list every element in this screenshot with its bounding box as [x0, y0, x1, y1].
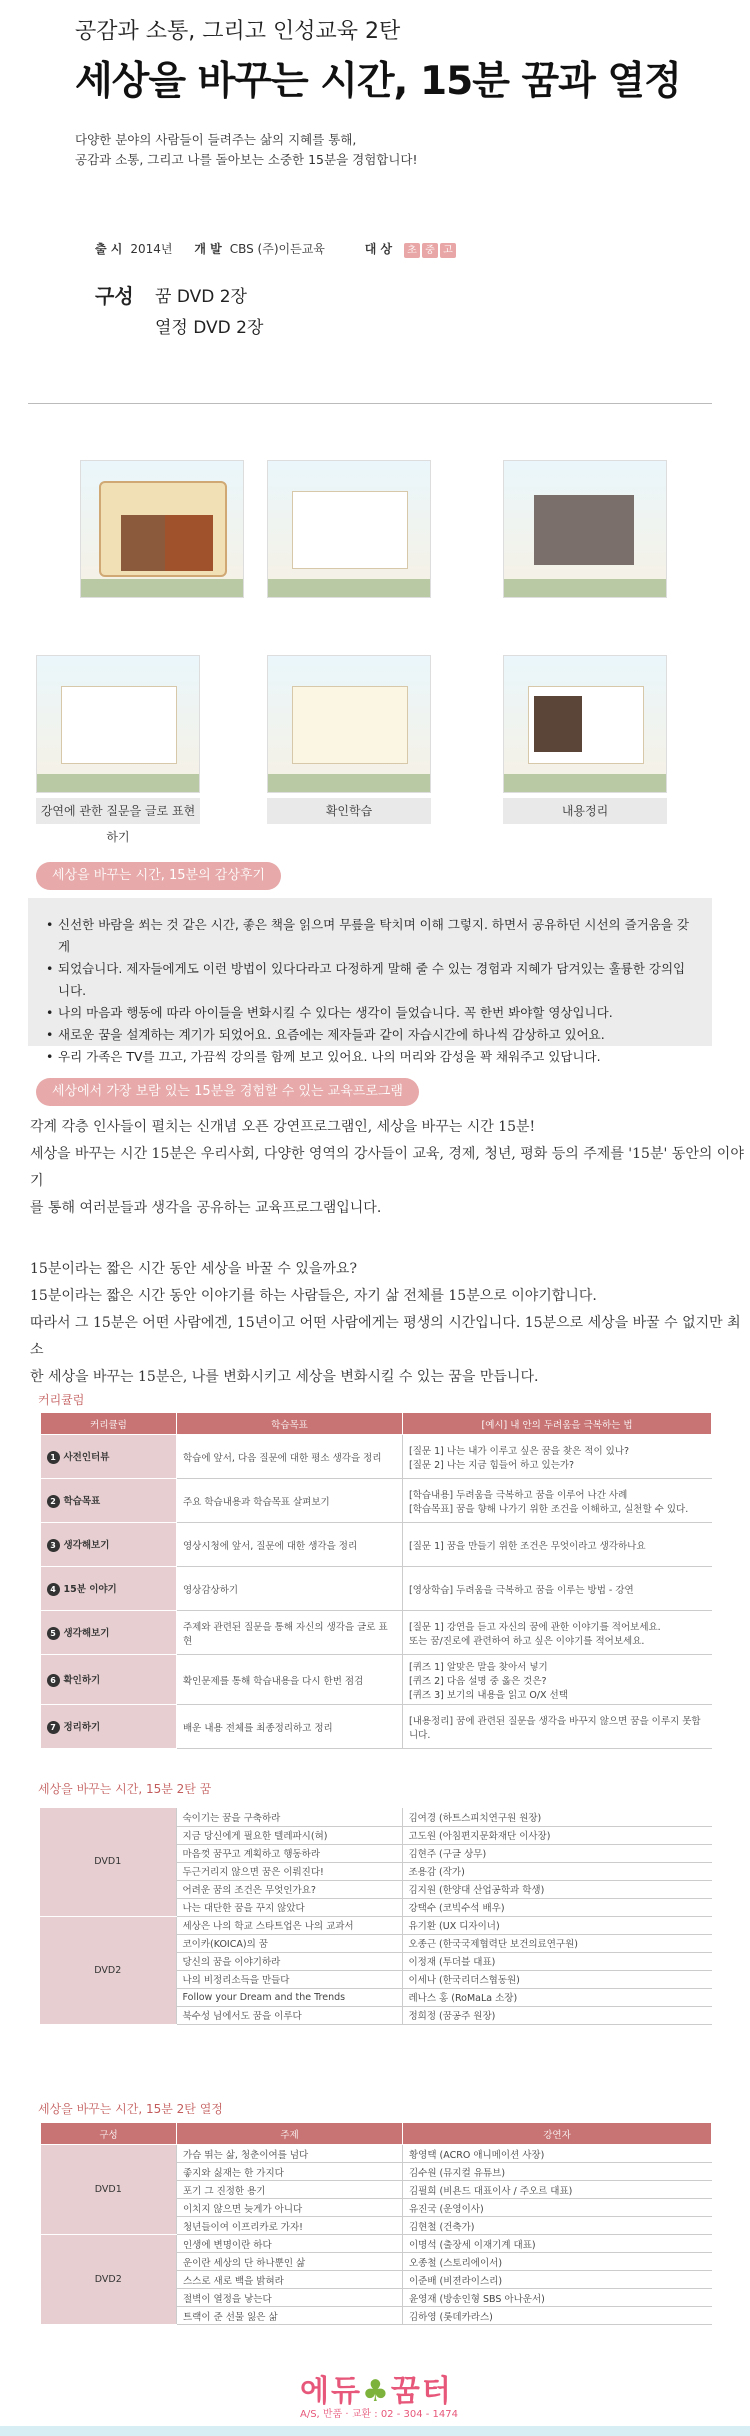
- speaker-cell: 고도원 (아침편지문화재단 이사장): [402, 1826, 712, 1844]
- speaker-cell: 이준배 (비젼라이스리): [403, 2271, 712, 2289]
- curriculum-label: 커리큘럼: [38, 1393, 85, 1407]
- learning-goal: 주제와 관련된 질문을 통해 자신의 생각을 글로 표현: [177, 1611, 403, 1655]
- example-cell: [403, 1567, 712, 1611]
- topic-cell: 나는 대단한 꿈을 꾸지 않았다: [176, 1898, 402, 1916]
- group-cell: DVD1: [41, 2145, 177, 2235]
- screenshot-caption: 확인학습: [267, 798, 431, 824]
- learning-goal: 주요 학습내용과 학습목표 살펴보기: [177, 1479, 403, 1523]
- intro-line: 다양한 분야의 사람들이 들려주는 삶의 지혜를 통해,: [75, 132, 357, 147]
- topic-cell: 인생에 변명이란 하다: [177, 2235, 403, 2253]
- screenshot-thumbnail: [36, 655, 200, 793]
- speaker-cell: 레나스 홍 (RoMaLa 소장): [402, 1988, 712, 2006]
- program-paragraph: [30, 1114, 750, 1222]
- topic-cell: 어려운 꿈의 조건은 무엇인가요?: [176, 1880, 402, 1898]
- table-row: [41, 2235, 712, 2253]
- example-line: [질문 1] 강연을 듣고 자신의 꿈에 관한 이야기를 적어보세요.: [409, 1621, 661, 1633]
- step-name: 생각해보기: [63, 1628, 110, 1639]
- table-header-row: [41, 1413, 712, 1435]
- step-name: 생각해보기: [63, 1540, 110, 1551]
- logo-text: 에듀: [300, 2374, 362, 2409]
- topic-cell: 트랙이 준 선물 잃은 삶: [177, 2307, 403, 2325]
- target-badge: 중: [422, 243, 438, 258]
- developer-label: 개 발: [194, 242, 222, 256]
- speaker-cell: 김필희 (비욘드 대표이사 / 주오르 대표): [403, 2181, 712, 2199]
- release-label: 출 시: [95, 242, 123, 256]
- column-header: 강연자: [403, 2123, 712, 2145]
- example-line: [퀴즈 3] 보기의 내용을 읽고 O/X 선택: [409, 1689, 568, 1701]
- learning-goal: 확인문제를 통해 학습내용을 다시 한번 점검: [177, 1655, 403, 1705]
- divider: [28, 403, 712, 404]
- topic-cell: 코이카(KOICA)의 꿈: [176, 1934, 402, 1952]
- speaker-cell: 이정재 (투더블 대표): [402, 1952, 712, 1970]
- screenshot-caption: 내용정리: [503, 798, 667, 824]
- paragraph-line: 15분이라는 짧은 시간 동안 세상을 바꿀 수 있을까요?: [30, 1261, 357, 1277]
- topic-cell: 스스로 새로 백을 밝혀라: [177, 2271, 403, 2289]
- composition-label: 구성: [95, 284, 134, 308]
- group-cell: DVD2: [40, 1916, 176, 2024]
- intro-line: 공감과 소통, 그리고 나를 돌아보는 소중한 15분을 경험합니다!: [75, 152, 418, 167]
- topic-cell: 나의 비정리소득을 만들다: [176, 1970, 402, 1988]
- table-row: [41, 1705, 712, 1749]
- speaker-cell: 유진국 (운영이사): [403, 2199, 712, 2217]
- paragraph-line: 15분이라는 짧은 시간 동안 이야기를 하는 사람들은, 자기 삶 전체를 15분으로 이야기합니다.: [30, 1288, 597, 1304]
- table-row: [41, 1567, 712, 1611]
- example-line: [영상학습] 두려움을 극복하고 꿈을 이루는 방법 - 강연: [409, 1584, 634, 1596]
- target-badge: 고: [440, 243, 456, 258]
- table-row: [40, 1916, 712, 1934]
- review-item: • 새로운 꿈을 설계하는 계기가 되었어요. 요즘에는 제자들과 같이 자습시간에 하나씩 감상하고 있어요.: [46, 1024, 692, 1046]
- screenshot-thumbnail: [80, 460, 244, 598]
- composition-item: 꿈 DVD 2장: [155, 287, 247, 307]
- clover-icon: ♣: [361, 2374, 391, 2409]
- speaker-cell: 정희정 (꿈공주 원장): [402, 2006, 712, 2024]
- example-line: [질문 2] 나는 지금 힘들어 하고 있는가?: [409, 1459, 575, 1471]
- screenshot-thumbnail: [267, 655, 431, 793]
- speaker-cell: 오종근 (한국국제협력단 보건의료연구원): [402, 1934, 712, 1952]
- bottom-band: [0, 2426, 750, 2436]
- topic-cell: 포기 그 진정한 용기: [177, 2181, 403, 2199]
- table-row: [41, 1655, 712, 1705]
- product-meta: [95, 240, 458, 258]
- step-number: 4: [47, 1583, 60, 1596]
- example-cell: [403, 1705, 712, 1749]
- step-number: 3: [47, 1539, 60, 1552]
- program-paragraph: [30, 1256, 750, 1391]
- topic-cell: 운이란 세상의 단 하나뿐인 삶: [177, 2253, 403, 2271]
- review-item: • 되었습니다. 제자들에게도 이런 방법이 있다다라고 다정하게 말해 줄 수 있는 경험과 지혜가 담겨있는 훌륭한 강의입니다.: [46, 958, 692, 1002]
- review-item: • 신선한 바람을 쐬는 것 같은 시간, 좋은 책을 읽으며 무릎을 탁치며 이해 그렇지. 하면서 공유하던 시선의 즐거움을 갖게: [46, 914, 692, 958]
- topic-cell: Follow your Dream and the Trends: [176, 1988, 402, 2006]
- developer-value: CBS (주)이든교육: [229, 242, 325, 256]
- example-line: [질문 1] 꿈을 만들기 위한 조건은 무엇이라고 생각하나요: [409, 1540, 646, 1552]
- curriculum-step: [41, 1523, 177, 1567]
- column-header: [예시] 내 안의 두려움을 극복하는 법: [403, 1413, 712, 1435]
- learning-goal: 배운 내용 전체를 최종정리하고 정리: [177, 1705, 403, 1749]
- group-cell: DVD2: [41, 2235, 177, 2325]
- speaker-cell: 강택수 (코빅수석 배우): [402, 1898, 712, 1916]
- contact-info: A/S, 반품 · 교환 : 02 - 304 - 1474: [300, 2409, 459, 2420]
- example-cell: [403, 1435, 712, 1479]
- topic-cell: 가슴 뛰는 삶, 청춘이여를 넘다: [177, 2145, 403, 2163]
- table-row: [41, 1523, 712, 1567]
- step-number: 2: [47, 1495, 60, 1508]
- example-line: [퀴즈 2] 다음 설명 중 옳은 것은?: [409, 1675, 547, 1687]
- topic-cell: 세상은 나의 학교 스타트업은 나의 교과서: [176, 1916, 402, 1934]
- step-name: 확인하기: [63, 1675, 101, 1686]
- speaker-cell: 유기환 (UX 디자이너): [402, 1916, 712, 1934]
- table-row: [41, 2145, 712, 2163]
- curriculum-table: [40, 1412, 712, 1749]
- group-cell: DVD1: [40, 1808, 176, 1916]
- review-item: • 우리 가족은 TV를 끄고, 가끔씩 강의를 함께 보고 있어요. 나의 머리와 감성을 꽉 채워주고 있답니다.: [46, 1046, 692, 1068]
- speaker-cell: 이세나 (한국리더스협동원): [402, 1970, 712, 1988]
- logo-text: 꿈터: [390, 2374, 453, 2409]
- topic-cell: 청년들이여 이프리카로 가자!: [177, 2217, 403, 2235]
- review-heading: 세상을 바꾸는 시간, 15분의 감상후기: [36, 862, 281, 890]
- review-box: [28, 898, 712, 1064]
- column-header: 커리큘럼: [41, 1413, 177, 1435]
- speaker-cell: 김지원 (한양대 산업공학과 학생): [402, 1880, 712, 1898]
- table-row: [41, 1611, 712, 1655]
- target-label: 대 상: [364, 242, 393, 256]
- curriculum-step: [41, 1611, 177, 1655]
- passion-table: [40, 2122, 712, 2325]
- screenshot-thumbnail: [267, 460, 431, 598]
- subtitle: 공감과 소통, 그리고 인성교육 2탄: [75, 19, 401, 44]
- topic-cell: 당신의 꿈을 이야기하라: [176, 1952, 402, 1970]
- screenshot-caption: 강연에 관한 질문을 글로 표현하기: [36, 798, 200, 824]
- intro-text: [75, 130, 418, 170]
- curriculum-step: [41, 1655, 177, 1705]
- topic-cell: 북수성 님에서도 꿈을 이루다: [176, 2006, 402, 2024]
- curriculum-step: [41, 1435, 177, 1479]
- topic-cell: 절벽이 열정을 낳는다: [177, 2289, 403, 2307]
- topic-cell: 이치지 않으면 늦게가 아니다: [177, 2199, 403, 2217]
- topic-cell: 지금 당신에게 필요한 텔레파시(혀): [176, 1826, 402, 1844]
- curriculum-step: [41, 1567, 177, 1611]
- speaker-cell: 황영택 (ACRO 애니메이션 사장): [403, 2145, 712, 2163]
- column-header: 주제: [177, 2123, 403, 2145]
- topic-cell: 두근거리지 않으면 꿈은 이뤄진다!: [176, 1862, 402, 1880]
- example-line: [내용정리] 꿈에 관련된 질문을 생각을 바꾸지 않으면 꿈을 이루지 못합니다.: [409, 1715, 701, 1741]
- dream-table: [40, 1808, 712, 2025]
- target-badge: 초: [404, 243, 420, 258]
- table-header-row: [41, 2123, 712, 2145]
- speaker-cell: 김현주 (구글 상무): [402, 1844, 712, 1862]
- table-row: [41, 1479, 712, 1523]
- speaker-cell: 조용감 (작가): [402, 1862, 712, 1880]
- example-cell: [403, 1523, 712, 1567]
- edu-kkumteo-logo: [300, 2366, 453, 2410]
- example-line: [학습목표] 꿈을 향해 나가기 위한 조건을 이해하고, 실천할 수 있다.: [409, 1503, 689, 1515]
- step-name: 15분 이야기: [63, 1584, 117, 1595]
- column-header: 구성: [41, 2123, 177, 2145]
- speaker-cell: 김하영 (롯데카라스): [403, 2307, 712, 2325]
- speaker-cell: 이명석 (출장세 이재기계 대표): [403, 2235, 712, 2253]
- table-row: [41, 1435, 712, 1479]
- speaker-cell: 김여경 (하트스피치연구원 원장): [402, 1808, 712, 1826]
- review-item: • 나의 마음과 행동에 따라 아이들을 변화시킬 수 있다는 생각이 들었습니다. 꼭 한번 봐야할 영상입니다.: [46, 1002, 692, 1024]
- paragraph-line: 따라서 그 15분은 어떤 사람에겐, 15년이고 어떤 사람에게는 평생의 시간입니다. 15분으로 세상을 바꿀 수 없지만 최소: [30, 1315, 741, 1358]
- speaker-cell: 오종철 (스토리에이서): [403, 2253, 712, 2271]
- step-number: 6: [47, 1674, 60, 1687]
- program-heading: 세상에서 가장 보람 있는 15분을 경험할 수 있는 교육프로그램: [36, 1078, 419, 1106]
- curriculum-step: [41, 1479, 177, 1523]
- paragraph-line: 세상을 바꾸는 시간 15분은 우리사회, 다양한 영역의 강사들이 교육, 경제, 청년, 평화 등의 주제를 '15분' 동안의 이야기: [30, 1146, 744, 1189]
- learning-goal: 학습에 앞서, 다음 질문에 대한 평소 생각을 정리: [177, 1435, 403, 1479]
- step-number: 5: [47, 1627, 60, 1640]
- example-line: 또는 꿈/진로에 관련하여 하고 싶은 이야기를 적어보세요.: [409, 1635, 645, 1647]
- example-line: [퀴즈 1] 알맞은 말을 찾아서 넣기: [409, 1661, 548, 1673]
- paragraph-line: 한 세상을 바꾸는 15분은, 나를 변화시키고 세상을 변화시킬 수 있는 꿈을 만듭니다.: [30, 1369, 539, 1385]
- speaker-cell: 김수원 (뮤지컬 유튜브): [403, 2163, 712, 2181]
- step-number: 7: [47, 1721, 60, 1734]
- example-cell: [403, 1655, 712, 1705]
- screenshot-thumbnail: [503, 460, 667, 598]
- step-name: 정리하기: [63, 1722, 101, 1733]
- page-title: 세상을 바꾸는 시간, 15분 꿈과 열정: [75, 59, 681, 104]
- composition-item: 열정 DVD 2장: [155, 318, 264, 338]
- curriculum-step: [41, 1705, 177, 1749]
- example-line: [질문 1] 나는 내가 이루고 싶은 꿈을 찾은 적이 있나?: [409, 1445, 630, 1457]
- learning-goal: 영상시청에 앞서, 질문에 대한 생각을 정리: [177, 1523, 403, 1567]
- topic-cell: 마음껏 꿈꾸고 계획하고 행동하라: [176, 1844, 402, 1862]
- example-cell: [403, 1611, 712, 1655]
- speaker-cell: 김현철 (건축가): [403, 2217, 712, 2235]
- screenshot-thumbnail: [503, 655, 667, 793]
- step-name: 사전인터뷰: [63, 1452, 110, 1463]
- release-value: 2014년: [130, 242, 173, 256]
- topic-cell: 좋지와 싫재는 한 가지다: [177, 2163, 403, 2181]
- step-number: 1: [47, 1451, 60, 1464]
- dream-table-label: 세상을 바꾸는 시간, 15분 2탄 꿈: [38, 1782, 212, 1796]
- topic-cell: 숙이기는 꿈을 구축하라: [176, 1808, 402, 1826]
- learning-goal: 영상감상하기: [177, 1567, 403, 1611]
- table-row: [40, 1808, 712, 1826]
- paragraph-line: 각계 각층 인사들이 펼치는 신개념 오픈 강연프로그램인, 세상을 바꾸는 시간 15분!: [30, 1119, 536, 1135]
- passion-table-label: 세상을 바꾸는 시간, 15분 2탄 열정: [38, 2102, 223, 2116]
- speaker-cell: 윤영재 (방송인형 SBS 아나운서): [403, 2289, 712, 2307]
- example-line: [학습내용] 두려움을 극복하고 꿈을 이루어 나간 사례: [409, 1489, 628, 1501]
- column-header: 학습목표: [177, 1413, 403, 1435]
- paragraph-line: 를 통해 여러분들과 생각을 공유하는 교육프로그램입니다.: [30, 1200, 382, 1216]
- example-cell: [403, 1479, 712, 1523]
- step-name: 학습목표: [63, 1496, 101, 1507]
